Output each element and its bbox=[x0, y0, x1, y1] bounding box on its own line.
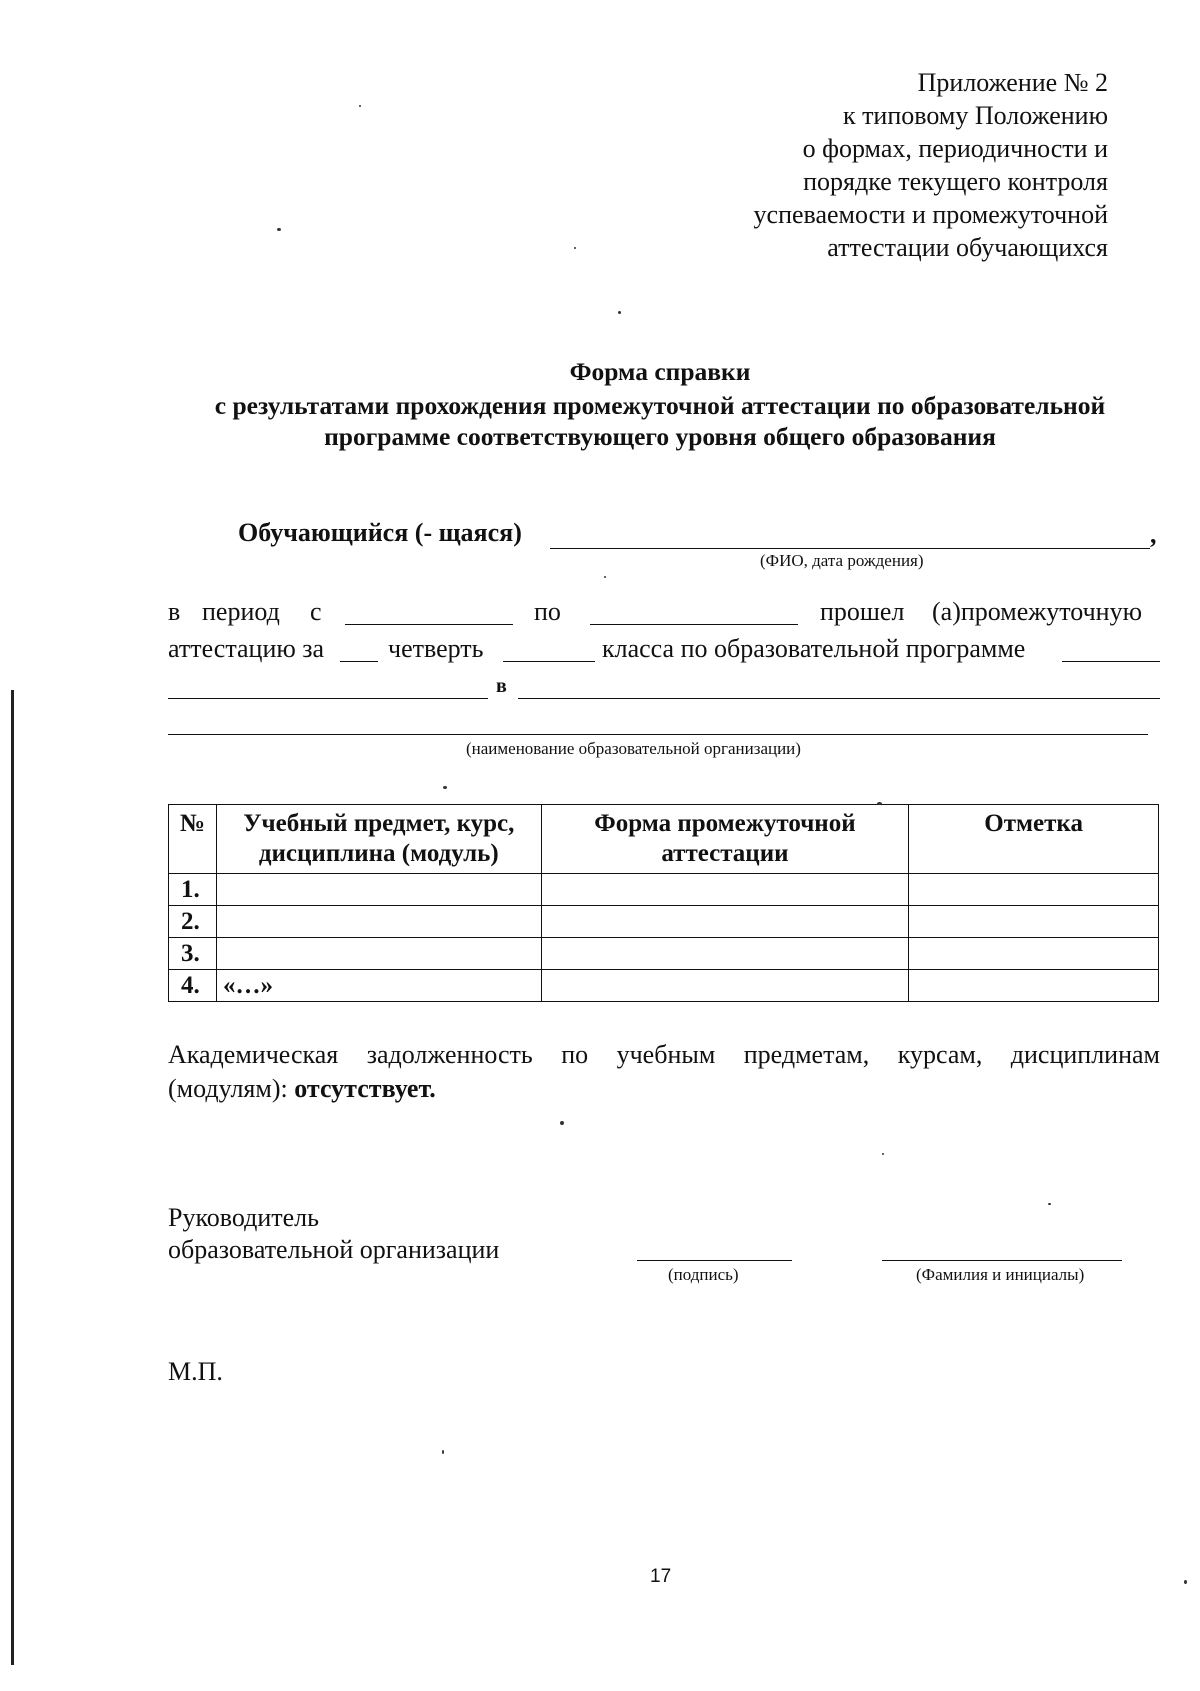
table-row bbox=[169, 906, 1159, 938]
row-subject[interactable] bbox=[216, 906, 541, 938]
period-word: период bbox=[202, 597, 280, 626]
scan-speck bbox=[359, 105, 361, 107]
period-from: с bbox=[310, 597, 322, 626]
table-header-row bbox=[169, 805, 1159, 874]
scan-edge-bar bbox=[11, 690, 14, 1665]
table-row bbox=[169, 938, 1159, 970]
row-mark[interactable] bbox=[909, 906, 1159, 938]
appendix-line: аттестации обучающихся bbox=[827, 233, 1108, 262]
student-name-field[interactable] bbox=[550, 548, 1150, 549]
scan-speck bbox=[604, 576, 606, 578]
header-subject: Учебный предмет, курс, дисциплина (модуль) bbox=[216, 805, 541, 874]
program-field[interactable] bbox=[1062, 661, 1160, 662]
student-label: Обучающийся (- щаяся) bbox=[238, 518, 522, 547]
row-number: 3. bbox=[169, 938, 217, 970]
signature-role-line1: Руководитель bbox=[168, 1203, 319, 1232]
class-program-label: класса по образовательной программе bbox=[602, 634, 1026, 663]
scan-speck bbox=[442, 1450, 444, 1454]
appendix-header bbox=[588, 66, 1108, 264]
scan-speck bbox=[877, 802, 882, 805]
name-caption: (Фамилия и инициалы) bbox=[916, 1265, 1085, 1284]
row-number: 1. bbox=[169, 874, 217, 906]
scan-speck bbox=[618, 311, 621, 314]
row-form[interactable] bbox=[541, 970, 909, 1002]
scan-speck bbox=[882, 1153, 884, 1155]
org-field-part2[interactable] bbox=[168, 734, 1148, 735]
student-comma: , bbox=[1150, 520, 1157, 549]
attestation-table bbox=[168, 804, 1159, 1002]
class-field[interactable] bbox=[503, 661, 595, 662]
header-mark: Отметка bbox=[909, 805, 1159, 874]
document-subtitle-line1: с результатами прохождения промежуточной аттестации по образовательной bbox=[214, 391, 1106, 420]
period-passed: прошел bbox=[820, 597, 905, 626]
row-form[interactable] bbox=[541, 906, 909, 938]
in-label: в bbox=[496, 675, 507, 697]
scan-speck bbox=[1048, 1203, 1051, 1205]
row-form[interactable] bbox=[541, 938, 909, 970]
stamp-label: М.П. bbox=[168, 1357, 223, 1386]
signature-role-line2: образовательной организации bbox=[168, 1235, 500, 1264]
appendix-line: о формах, периодичности и bbox=[802, 134, 1108, 163]
scan-speck bbox=[1184, 1580, 1187, 1584]
quarter-label: четверть bbox=[388, 634, 484, 663]
debt-text-line2 bbox=[168, 1074, 436, 1104]
period-end-field[interactable] bbox=[590, 624, 798, 625]
period-start-field[interactable] bbox=[345, 624, 513, 625]
row-mark[interactable] bbox=[909, 970, 1159, 1002]
debt-text-line1: Академическая задолженность по учебным предметам, курсам, дисциплинам bbox=[168, 1040, 1160, 1069]
scan-speck bbox=[443, 786, 447, 789]
table-row bbox=[169, 970, 1159, 1002]
document-subtitle-line2: программе соответствующего уровня общего образования bbox=[324, 422, 996, 451]
student-caption: (ФИО, дата рождения) bbox=[760, 551, 924, 570]
row-number: 2. bbox=[169, 906, 217, 938]
name-field[interactable] bbox=[882, 1260, 1122, 1261]
row-subject[interactable] bbox=[216, 874, 541, 906]
period-to: по bbox=[534, 597, 561, 626]
attestation-for: аттестацию за bbox=[168, 634, 325, 663]
appendix-line: Приложение № 2 bbox=[917, 68, 1108, 97]
appendix-line: успеваемости и промежуточной bbox=[753, 200, 1108, 229]
debt-status: отсутствует. bbox=[294, 1074, 436, 1103]
program-name-field[interactable] bbox=[168, 698, 488, 699]
row-mark[interactable] bbox=[909, 938, 1159, 970]
document-title: Форма справки bbox=[569, 357, 751, 386]
appendix-line: порядке текущего контроля bbox=[803, 167, 1108, 196]
header-number: № bbox=[169, 805, 217, 874]
scan-speck bbox=[560, 1121, 564, 1125]
org-field-part1[interactable] bbox=[518, 698, 1160, 699]
quarter-field[interactable] bbox=[340, 661, 378, 662]
scan-speck bbox=[277, 228, 281, 231]
row-mark[interactable] bbox=[909, 874, 1159, 906]
debt-label: (модулям): bbox=[168, 1074, 288, 1103]
signature-field[interactable] bbox=[637, 1260, 792, 1261]
scan-speck bbox=[574, 247, 576, 249]
org-caption: (наименование образовательной организации) bbox=[466, 739, 801, 758]
row-form[interactable] bbox=[541, 874, 909, 906]
header-form: Форма промежуточной аттестации bbox=[541, 805, 909, 874]
page-number: 17 bbox=[650, 1566, 672, 1587]
period-passed-suffix: (а)промежуточную bbox=[932, 597, 1142, 626]
appendix-line: к типовому Положению bbox=[842, 101, 1108, 130]
row-subject[interactable]: «…» bbox=[216, 970, 541, 1002]
row-subject[interactable] bbox=[216, 938, 541, 970]
table-row bbox=[169, 874, 1159, 906]
row-number: 4. bbox=[169, 970, 217, 1002]
period-in: в bbox=[168, 597, 181, 626]
signature-caption: (подпись) bbox=[668, 1265, 739, 1284]
